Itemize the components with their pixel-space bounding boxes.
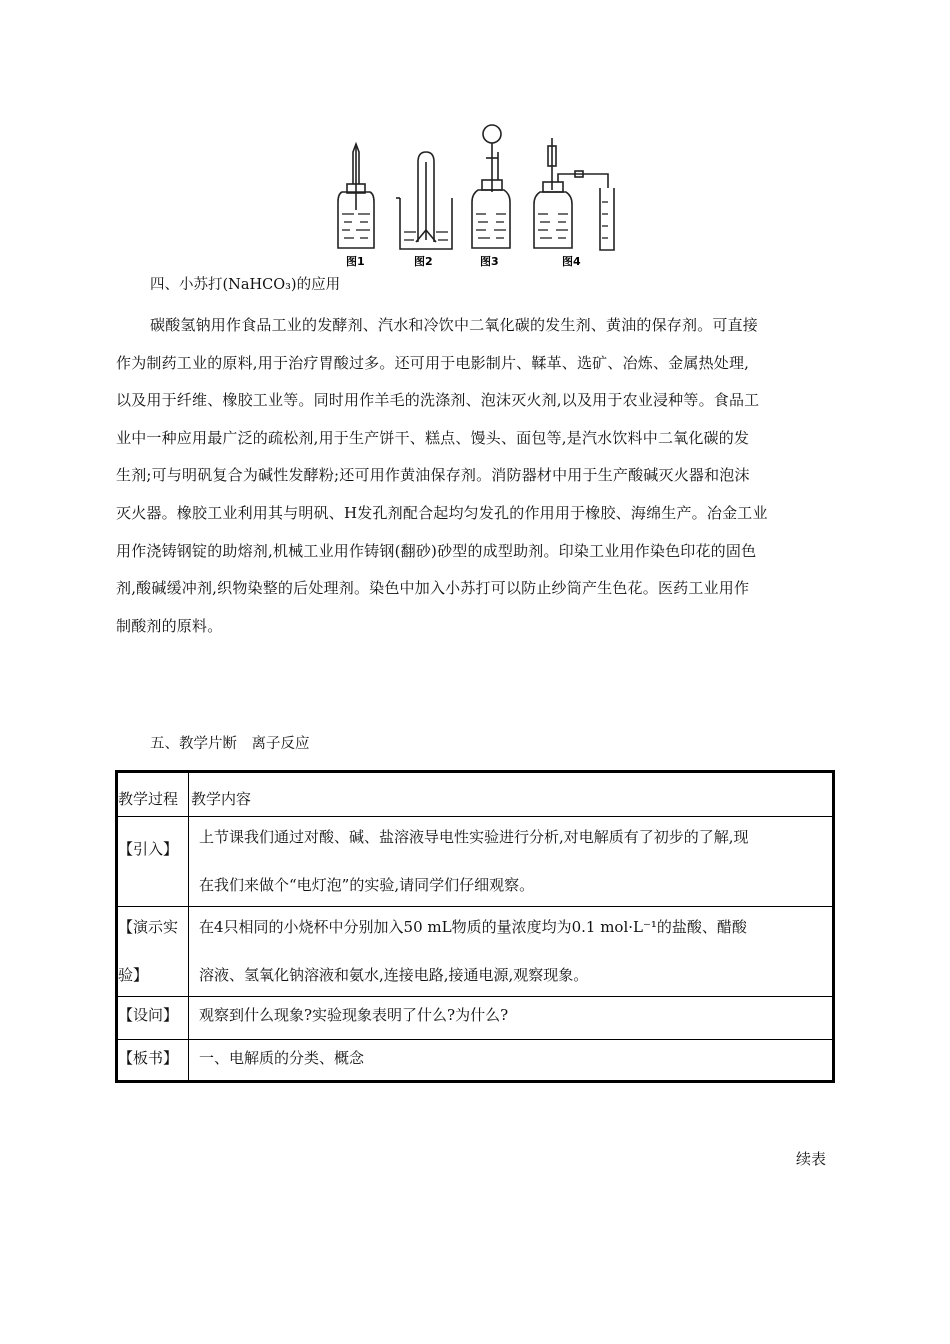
stage-cell: 【板书】 [117, 1040, 189, 1082]
content-cell: 在4只相同的小烧杯中分别加入50 mL物质的量浓度均为0.1 mol·L⁻¹的盐酸、醋酸 溶液、氢氧化钠溶液和氨水,连接电路,接通电源,观察现象。 [189, 907, 834, 997]
section-4-paragraph [116, 307, 836, 645]
table-row [117, 907, 834, 997]
figure-2-beaker [396, 152, 452, 249]
paragraph-line: 业中一种应用最广泛的疏松剂,用于生产饼干、糕点、馒头、面包等,是汽水饮料中二氧化碳的发 [116, 428, 750, 447]
table-row [117, 1040, 834, 1082]
header-cell-content: 教学内容 [189, 772, 834, 817]
table-row [117, 817, 834, 907]
paragraph-line: 灭火器。橡胶工业利用其与明矾、H发孔剂配合起均匀发孔的作用用于橡胶、海绵生产。冶金工业 [116, 503, 768, 522]
table-header-row [117, 772, 834, 817]
section-5-heading: 五、教学片断 离子反应 [150, 736, 310, 752]
figure-caption-3: 图3 [480, 255, 499, 268]
paragraph-line: 以及用于纤维、橡胶工业等。同时用作羊毛的洗涤剂、泡沫灭火剂,以及用于农业浸种等。食品工 [116, 391, 760, 410]
paragraph-line: 用作浇铸钢锭的助熔剂,机械工业用作铸钢(翻砂)砂型的成型助剂。印染工业用作染色印花的固色 [116, 541, 757, 560]
stage-cell: 【设问】 [117, 997, 189, 1040]
figure-caption-4: 图4 [562, 255, 581, 268]
figure-3-funnel-bottle [472, 125, 510, 248]
figure-caption-1: 图1 [346, 255, 365, 268]
header-cell-stage: 教学过程 [117, 772, 189, 817]
figure-4-bottle-cylinder [534, 138, 614, 250]
figure-caption-2: 图2 [414, 255, 433, 268]
paragraph-line: 生剂;可与明矾复合为碱性发酵粉;还可用作黄油保存剂。消防器材中用于生产酸碱灭火器和泡沫 [116, 466, 750, 485]
paragraph-line: 碳酸氢钠用作食品工业的发酵剂、汽水和冷饮中二氧化碳的发生剂、黄油的保存剂。可直接 [150, 316, 759, 334]
content-cell: 观察到什么现象?实验现象表明了什么?为什么? [189, 997, 834, 1040]
continued-label: 续表 [796, 1150, 827, 1168]
apparatus-figure [330, 122, 620, 272]
figure-1-bottle [338, 144, 374, 248]
paragraph-line: 制酸剂的原料。 [116, 616, 223, 635]
apparatus-drawing [330, 122, 620, 272]
paragraph-line: 作为制药工业的原料,用于治疗胃酸过多。还可用于电影制片、鞣革、选矿、冶炼、金属热处理, [116, 353, 750, 372]
section-4-heading: 四、小苏打(NaHCO₃)的应用 [150, 277, 341, 293]
stage-cell: 【引入】 [117, 817, 189, 907]
content-cell: 一、电解质的分类、概念 [189, 1040, 834, 1082]
table-row [117, 997, 834, 1040]
content-cell: 上节课我们通过对酸、碱、盐溶液导电性实验进行分析,对电解质有了初步的了解,现 在我们来做个“电灯泡”的实验,请同学们仔细观察。 [189, 817, 834, 907]
paragraph-line: 剂,酸碱缓冲剂,织物染整的后处理剂。染色中加入小苏打可以防止纱筒产生色花。医药工业用作 [116, 579, 750, 598]
stage-cell: 【演示实 验】 [117, 907, 189, 997]
lesson-table [115, 770, 835, 1083]
